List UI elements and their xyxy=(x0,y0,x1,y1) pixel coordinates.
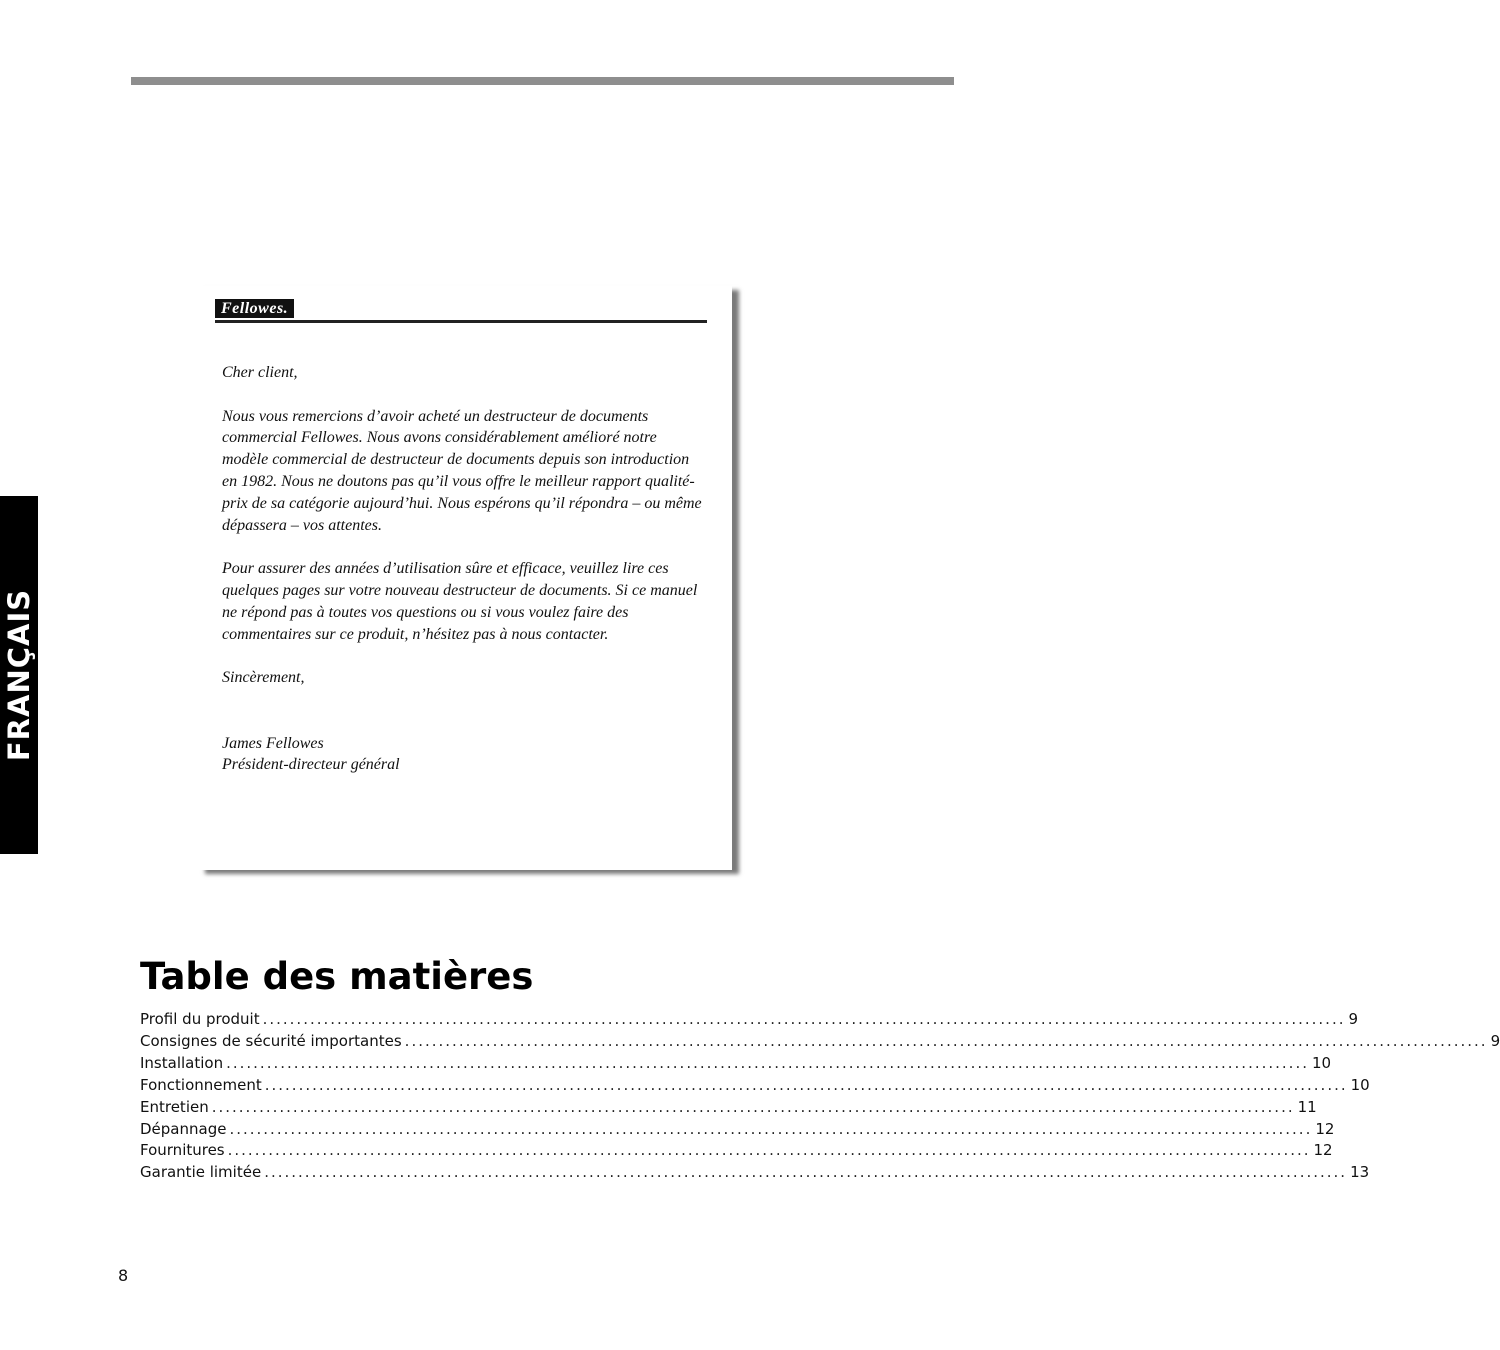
toc-leader-dots: ................................................................................................................................................................ xyxy=(264,1075,1348,1094)
letter-body xyxy=(222,362,702,776)
toc-entry-label: Installation xyxy=(140,1053,224,1072)
toc-entry[interactable] xyxy=(140,1075,1370,1097)
toc-entry-label: Consignes de sécurité importantes xyxy=(140,1031,402,1050)
toc-entry[interactable] xyxy=(140,1053,1332,1075)
toc-leader-dots: ................................................................................................................................................................ xyxy=(226,1053,1309,1072)
language-tab xyxy=(0,496,38,854)
toc-entry[interactable] xyxy=(140,1162,1370,1184)
toc-leader-dots: ................................................................................................................................................................ xyxy=(227,1141,1311,1160)
toc-leader-dots: ................................................................................................................................................................ xyxy=(229,1119,1313,1138)
toc-entry-page: 10 xyxy=(1350,1075,1370,1094)
toc-entry-label: Fonctionnement xyxy=(140,1075,262,1094)
toc-entry[interactable] xyxy=(140,1031,1500,1053)
toc-entry-page: 13 xyxy=(1350,1163,1370,1182)
toc-entry-page: 9 xyxy=(1490,1031,1500,1050)
toc-entry[interactable] xyxy=(140,1097,1317,1119)
signer-title: Président-directeur général xyxy=(222,756,400,774)
header-rule xyxy=(131,77,954,85)
toc-entry-label: Garantie limitée xyxy=(140,1163,262,1182)
toc-entry-page: 9 xyxy=(1348,1010,1359,1028)
toc-entry-page: 12 xyxy=(1313,1141,1333,1160)
toc-entry-page: 12 xyxy=(1315,1119,1335,1138)
toc-title: Table des matières xyxy=(140,955,534,998)
page-number: 8 xyxy=(118,1266,129,1285)
toc-entry[interactable] xyxy=(140,1009,1359,1031)
table-of-contents xyxy=(140,1009,1500,1184)
toc-entry-label: Fournitures xyxy=(140,1141,225,1160)
toc-entry-page: 11 xyxy=(1297,1097,1317,1116)
letter-greeting: Cher client, xyxy=(222,364,298,381)
toc-entry-label: Dépannage xyxy=(140,1119,227,1138)
toc-entry[interactable] xyxy=(140,1140,1333,1162)
toc-entry-label: Entretien xyxy=(140,1097,209,1116)
toc-entry-label: Profil du produit xyxy=(140,1010,260,1028)
toc-entry[interactable] xyxy=(140,1119,1335,1141)
toc-entry-page: 10 xyxy=(1311,1053,1332,1072)
logo-underline xyxy=(215,320,707,323)
toc-leader-dots: ................................................................................................................................................................ xyxy=(211,1097,1295,1116)
fellowes-logo: Fellowes. xyxy=(215,299,294,318)
letter-paragraph-1: Nous vous remercions d’avoir acheté un destructeur de documents commercial Fellowes. Nous avons considérablement amélioré notre modèle commercial de destructeur de documents depuis son introduction en 1982. Nous ne doutons pas qu’il vous offre le meilleur rapport qualité-prix de sa catégorie aujourd’hui. Nous espérons qu’il répondra – ou même dépassera – vos attentes. xyxy=(222,407,702,534)
toc-leader-dots: ................................................................................................................................................................ xyxy=(262,1010,1346,1028)
toc-leader-dots: ................................................................................................................................................................ xyxy=(264,1163,1348,1182)
signer-name: James Fellowes xyxy=(222,734,324,752)
letter-paragraph-2: Pour assurer des années d’utilisation sûre et efficace, veuillez lire ces quelques pages sur votre nouveau destructeur de documents. Si ce manuel ne répond pas à toutes vos questions ou si vous voulez faire des commentaires sur ce produit, n’hésitez pas à nous contacter. xyxy=(222,560,698,643)
letter-closing: Sincèrement, xyxy=(222,669,305,687)
toc-leader-dots: ................................................................................................................................................................ xyxy=(404,1031,1488,1050)
language-tab-label: FRANÇAIS xyxy=(2,588,36,762)
